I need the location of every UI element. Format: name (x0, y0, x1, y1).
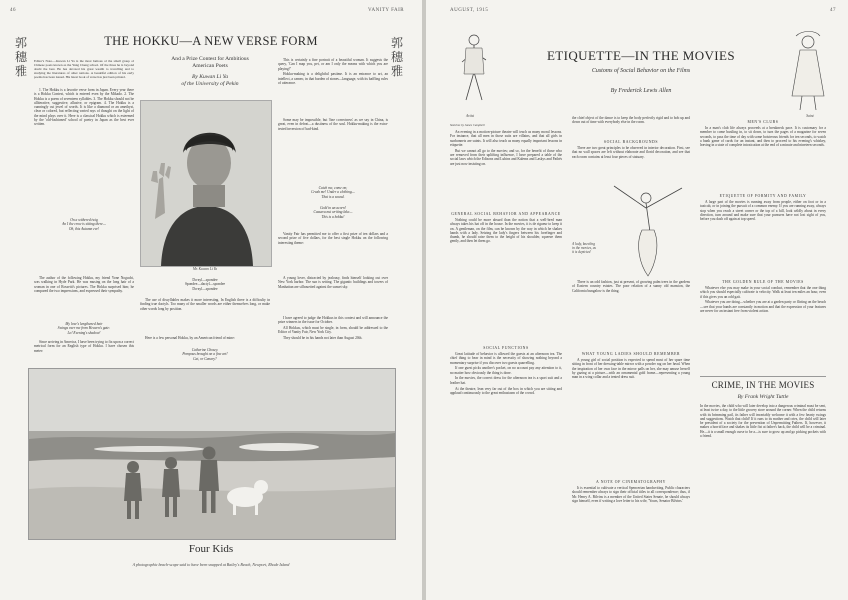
scansion-line: Spondee—dactyl—spondee (184, 282, 226, 287)
paragraph: In a man's club life always proceeds at a breakneck pace. It is customary for a member to come bustling in, to sit down, to turn the pages of a magazine for seven seconds, to pass the time of day with some boisterous friends for ten seconds, to watch a bank game of cards for an instant, and then to proceed to his evening's whiskey, leaving in a state of complete intoxication at the end of a minute and nineteen seconds. (700, 126, 826, 148)
photo-caption: A photographic beach-scape said to have been snapped at Bailey's Beach, Newport, Rhode Island (132, 562, 290, 567)
issue-date: AUGUST, 1915 (450, 8, 489, 13)
portrait-illustration (141, 101, 271, 266)
paragraph: If one guest picks another's pocket, on no account pay any attention to it, no matter how obviously the thing is done. (450, 366, 562, 375)
paragraph: There is an odd fashion, just at present, of growing palm trees in the gardens of Eastern country estates. The poor relation of a sunny old mansion, the California bungalow is the thing. (572, 280, 690, 293)
paragraph: Since arriving in America, I have been trying to fix upon a correct metrical form for an English type of Hokku. I have chosen this meter: (34, 340, 134, 353)
right-column-1-text-3 (450, 352, 562, 582)
paragraph: Nothing could be more absurd than the notion that a well-bred man always takes his hat off in the house. In the movies, it is de rigueur to keep it on. A gentleman, on the film, can be known by the way in which he shakes hands with a lady. Seizing the lady's fingers between his forefinger and thumb, he should raise them to the height of his shoulder, squeeze them gently, and then let them go. (450, 218, 562, 244)
paragraph: Great latitude of behavior is allowed the guests at an afternoon tea. The chief thing to bear in mind is the necessity of showing nothing beyond a momentary surprise if you discover two guests quarrelling. (450, 352, 562, 365)
poem-line: Cat, or Canary? (193, 356, 217, 361)
column-3-text-4 (278, 276, 388, 314)
poem-1 (34, 218, 134, 231)
paragraph: In the movies, the correct dress for the afternoon tea is a sport suit and a leather hat. (450, 376, 562, 385)
paragraph: Here is a few personal Hokku, by an American friend of mine: (145, 336, 235, 340)
poem-line: My love's lengthened hair (65, 322, 103, 326)
crime-text (700, 404, 826, 584)
chinese-characters-right (390, 36, 404, 78)
dancer-caption (572, 242, 612, 254)
scansion-block (140, 278, 270, 291)
byline-line: of the University of Pekin (181, 81, 239, 87)
column-2-text-2 (140, 336, 270, 346)
chinese-char: 穗 (390, 50, 403, 64)
paragraph: Some may be impossible, but 'fine correctness' as we say in China, is great, even in defeat—a dustiness of the soul. Hokku-making is the extra-tested inversion of bad-kind. (278, 118, 388, 131)
poem-line: Catherine Chosey. (191, 348, 219, 352)
right-page (426, 0, 848, 600)
page-number-left: 46 (10, 8, 16, 13)
section-heading: MEN'S CLUBS (747, 120, 779, 124)
byline-line: By Kuwan Li Ya (191, 74, 228, 80)
poem-line: Lo! Evening's shadow! (67, 330, 101, 335)
subtitle-line: American Poets (192, 63, 228, 69)
article-subtitle-right: Customs of Social Behavior on the Films (591, 68, 691, 74)
section-heading: SOCIAL FUNCTIONS (483, 346, 529, 350)
scansion-line: Da-ayl—spondee (192, 286, 218, 291)
section-heading: SOCIAL BACKGROUNDS (603, 140, 659, 144)
column-1-text (34, 88, 134, 216)
paragraph: Whatever you are doing—whether you are at a garden party or flirting on the beach—see that your hands are constantly in motion and that the expression of your features are never for an instant free from violent action. (700, 300, 826, 313)
poem-2 (34, 322, 134, 335)
article-title: THE HOKKU—A NEW VERSE FORM (104, 34, 318, 48)
right-column-1-text (450, 130, 562, 210)
subtitle-line: And a Prize Contest for Ambitious (171, 56, 249, 62)
column-2-text-1 (140, 298, 270, 334)
column-3-text-5 (278, 316, 388, 364)
paragraph: Hokku-making is a delightful pastime. It is an entrance to art, an intellect, a cameo, in that burden of stones—language, with its baffling rules of utterance. (278, 72, 388, 85)
paragraph: All Hokkus, which must be single, in form, should be addressed to the Editor of Vanity Fair, New York City. (278, 326, 388, 335)
right-column-2-text (572, 116, 690, 138)
section-heading: GENERAL SOCIAL BEHAVIOR AND APPEARANCE (451, 212, 561, 216)
column-3-text-3 (278, 232, 388, 274)
paragraph: In the movies, the child who will later develop into a dangerous criminal must be sent, at least twice a day, to the little grocery store around the corner. When the child returns with its brimming pail, its father will invariably welcome it with a few hearty swings and suggestions. Watch that child! If it runs to its mother and cries, the child will later be president of a society for the prevention of Unpermitting Fathers. If, however, it makes a horrid face and shakes its little fist at father's back, the child will be a criminal. He—it is a small enough curse to be a—is sure to grow up and go picking pockets with a friend. (700, 404, 826, 439)
article-byline-right: By Frederick Lewis Allen (610, 88, 672, 94)
right-column-2-text-2a (572, 146, 690, 170)
right-column-2-text-2b (572, 280, 690, 350)
running-header-left: VANITY FAIR (368, 8, 405, 13)
section-divider (700, 376, 826, 377)
poem-line: Swings over me from Heaven's gate: (57, 326, 111, 331)
paragraph: The author of the following Hokku, my friend Yone Noguchi, was walking in Hyde Park. He was musing on the long hair of a woman in one of Rossetti's pictures. The Hokku surprised him; he compared the two impressions, and expressed their sympathy. (34, 276, 134, 293)
paragraph: There are two great principles to be observed in interior decoration. First, see that no wall spaces are left without elaborate and florid decoration, and see that each room contains at least four pieces of statuary. (572, 146, 690, 159)
section-heading: A NOTE OF CINEMATOGRAPHY (596, 480, 666, 484)
right-column-3-text-3 (700, 286, 826, 372)
chinese-char: 郭 (390, 36, 403, 50)
crime-byline: By Frank Wright Tuttle (737, 394, 789, 400)
paragraph: Whatever else you may make in your social conduct, remember that the one thing which you should especially cultivate is velocity. Walk at least ten miles an hour, even if this gives you an odd gait. (700, 286, 826, 299)
paragraph: A young girl of social position is expected to spend most of her spare time sitting in front of her dressing-table mirror with a powder rag on her head. When the inspiration of her own face in the mirror palls on her, she may amuse herself by gazing at a picture—with an ornamental gold frame—representing a young man in a wing collar and a tented dress suit. (572, 358, 690, 380)
section-heading: ETIQUETTE OF FORMITY AND FAMILY (719, 194, 807, 198)
paragraph: the chief object of the dance is to keep the body perfectly rigid and to bob up and down out of time with everybody else in the room. (572, 116, 690, 125)
poem-4 (278, 186, 388, 199)
paragraph: A large part of the movies is running away from people, either on foot or in a taxicab, or in joining the pursuit of a common enemy. If you are running away, always stop when you reach a street corner or the top of a hill, look wildly about in every direction, turn around and make sure that your pursuers have not lost sight of you, before you dash off again at top speed. (700, 200, 826, 222)
poem-line: Pompous brought on a fine art! (182, 352, 228, 357)
poem-line: This is a hokku! (321, 214, 345, 219)
right-column-2-text-3 (572, 358, 690, 478)
paragraph: I have agreed to judge the Hokkus in this contest and will announce the prize winners in the issue for October. (278, 316, 388, 325)
article-byline (145, 74, 275, 88)
editor-note: Editor's Note.—Kuwan Li Ya is the most famous of the small group of Chinese poets known as the Yung Cheng school. Of the three he is beyond doubt the best. He has devoted his great wealth to travelling and to studying the literatures of other nations. A beautiful edition of his early poems has been issued. His latest book of verse has just been printed. (34, 60, 134, 79)
right-column-2-text-4 (572, 486, 690, 582)
paragraph: An evening in a motion-picture theatre will teach us many moral lessons. For instance, that all men in those suits are villains, and that all girls in sunbonnets are saints. It will also teach us many equally important lessons in etiquette. (450, 130, 562, 147)
paragraph: A young lover, distracted by jealousy, finds himself looking out over New York harbor. The sun is setting. The gigantic buildings and towers of Manhattan are silhouetted against the sunset sky. (278, 276, 388, 289)
beach-photo (28, 368, 396, 540)
artist-label: Artist (466, 114, 474, 118)
poem-3 (140, 348, 270, 361)
paragraph: This is certainly a fine portrait of a beautiful woman. It suggests the query, 'Can I map you, pet, or am I only the means with which you are playing?' (278, 58, 388, 71)
poem-5 (278, 206, 388, 219)
poem-line: That is a sound. (321, 194, 345, 199)
chinese-char: 雅 (14, 64, 27, 78)
right-column-3-text-2 (700, 200, 826, 276)
poem-line: On a withered twig (70, 218, 98, 222)
right-column-3-text-1 (700, 126, 826, 190)
left-page (0, 0, 422, 600)
paragraph: It is essential to cultivate a vertical Spencerian handwriting. Public characters should remember always to sign their official titles to all correspondence; thus, if Mr. Henry A. Bilvins is a member of the United States Senate, he should always sign himself, even if writing a love letter to his wife, 'Yours, Senator Bilvins.' (572, 486, 690, 503)
paragraph: Vanity Fair has permitted me to offer a first prize of ten dollars and a second prize of five dollars, for the best single Hokku on the following interesting theme: (278, 232, 388, 245)
caption-line: A lady, kneeling (572, 242, 595, 246)
poem-line: An I the crow is sitting there— (62, 222, 106, 227)
chinese-char: 穗 (14, 50, 27, 64)
photo-title: Four Kids (188, 543, 234, 555)
poem-line: Crush me! Under a clothing— (311, 190, 355, 195)
section-heading: WHAT YOUNG LADIES SHOULD REMEMBER (581, 352, 681, 356)
column-3-text-2 (278, 118, 388, 160)
saint-sketch-illustration (786, 30, 832, 112)
section-heading: THE GOLDEN RULE OF THE MOVIES (722, 280, 804, 284)
paragraph: The use of dissyllables makes it more interesting. In English there is a difficulty in finding true dactyls. Too many of the smaller words are either themselves long, or make other words long by position. (140, 298, 270, 311)
portrait-caption: Mr. Kuwan Li Ya (192, 267, 218, 271)
poem-line: Oh, this Autumn eve! (68, 226, 100, 231)
caption-line: in the movies, as (572, 246, 596, 250)
chinese-char: 郭 (14, 36, 27, 50)
caption-line: it is depicted (572, 250, 591, 254)
paragraph: But we cannot all go to the movies; and so, for the benefit of those who are removed from their uplifting influence, I have prepared a table of the social laws which the Edisons and Lubins and Kalems and Laskys and Pathés are just now insisting on. (450, 148, 562, 166)
sketch-credit: Sketches by James Campbell (450, 123, 485, 127)
paragraph: They should be in his hands not later than August 20th. (283, 336, 363, 341)
poem-line: Catch me, come on; (318, 186, 348, 190)
beach-scene-illustration (29, 369, 395, 539)
column-1-text-2 (34, 276, 134, 318)
paragraph: 1. The Hokku is a favorite verse form in Japan. Every year there is a Hokku Contest, which is entered even by the Mikado. 2. The Hokku is a poem of seventeen syllables. 3. The Hokku should not be alliterative, suggestive, allusive, or epigram. 4. The Hokku is a cunningly cut jewel of words. It is like a diamond or an amethyst, clear or colored, but reflecting varied rays of thought on the light of the mind plays over it. Here is a classical Hokku which is esteemed by the 'old-fashioned' school of poetry in Japan as the best ever written. (34, 88, 134, 127)
chinese-char: 雅 (390, 64, 403, 78)
artist-sketch-illustration (454, 30, 494, 110)
article-subtitle (145, 56, 275, 70)
saint-label: Saint (806, 114, 814, 118)
paragraph: At the theatre, lean very far out of the box in which you are sitting and applaud continuously to the great enthusiasm of the crowd. (450, 386, 562, 395)
portrait-photo (140, 100, 272, 267)
dancer-sketch-illustration (606, 172, 688, 278)
page-number-right: 47 (830, 8, 836, 13)
article-title-right: ETIQUETTE—IN THE MOVIES (546, 48, 736, 63)
right-column-1-text-2 (450, 218, 562, 344)
chinese-characters-left (14, 36, 28, 78)
crime-title: CRIME, IN THE MOVIES (711, 380, 815, 390)
scansion-label: Da-ayl—spondee (192, 278, 218, 282)
column-1-text-3 (34, 340, 134, 362)
poem-line: Gold in an acorn! (320, 206, 346, 210)
column-3-text-1 (278, 58, 388, 116)
poem-line: Cassava nut writing lake— (313, 210, 353, 215)
